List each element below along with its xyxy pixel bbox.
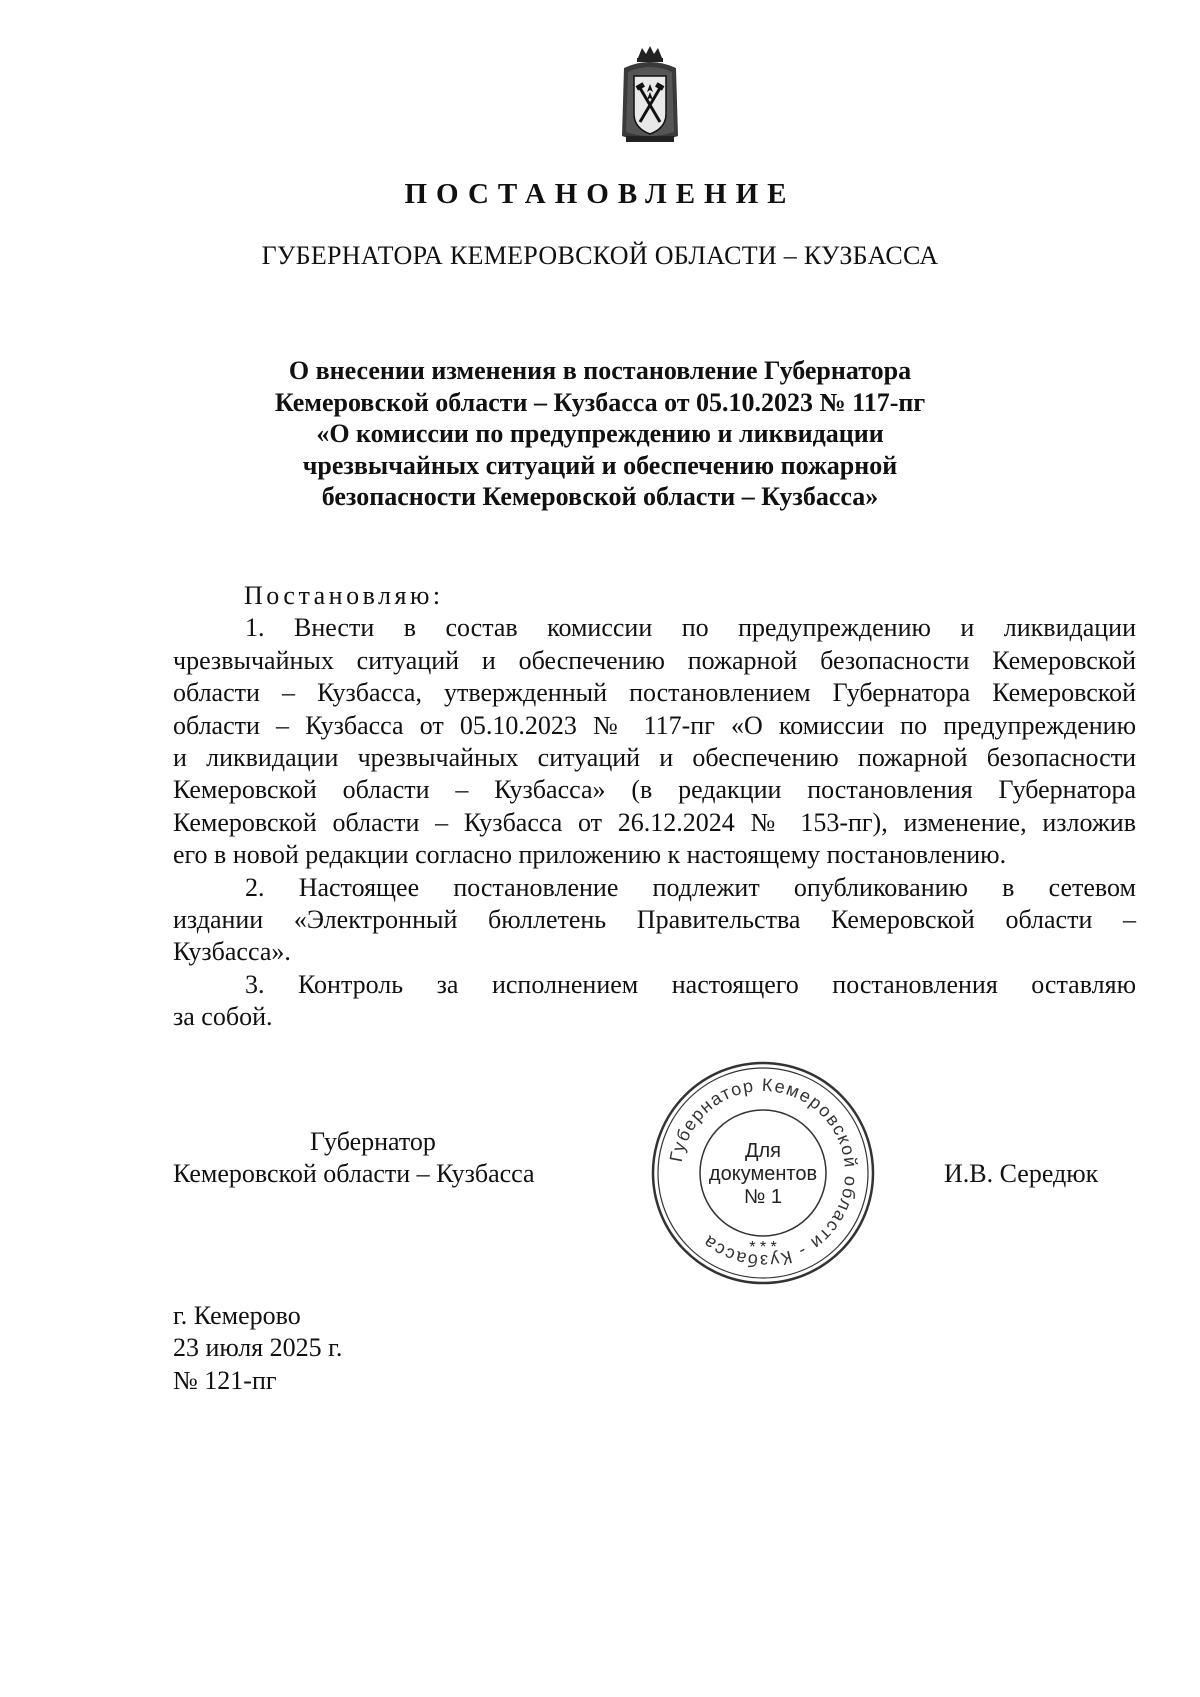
title-line: безопасности Кемеровской области – Кузбасса» xyxy=(321,482,879,511)
stamp-center-line: документов xyxy=(708,1163,818,1185)
document-place-date-number xyxy=(173,1300,342,1397)
document-body xyxy=(173,580,1136,1034)
stamp-center-line: Для xyxy=(744,1140,782,1162)
title-line: «О комиссии по предупреждению и ликвидации xyxy=(316,419,884,448)
stamp-center-line: № 1 xyxy=(743,1186,783,1208)
signatory-position-line: Кемеровской области – Кузбасса xyxy=(173,1159,535,1189)
paragraph-line: Кузбасса». xyxy=(173,937,291,967)
paragraph-1 xyxy=(173,612,1136,871)
issuer-heading: ГУБЕРНАТОРА КЕМЕРОВСКОЙ ОБЛАСТИ – КУЗБАССА xyxy=(261,241,939,270)
paragraph-line: 2. Настоящее постановление подлежит опубликованию в сетевом xyxy=(245,872,1136,902)
preamble: Постановляю: xyxy=(244,581,444,610)
paragraph-line: области – Кузбасса, утвержденный постановлением Губернатора Кемеровской xyxy=(173,678,1136,708)
signatory-position-line: Губернатор xyxy=(310,1127,436,1156)
paragraph-2 xyxy=(173,872,1136,969)
title-line: Кемеровской области – Кузбасса от 05.10.2023 № 117-пг xyxy=(274,387,926,417)
paragraph-line: 3. Контроль за исполнением настоящего постановления оставляю xyxy=(245,969,1136,999)
coat-of-arms-icon xyxy=(618,44,682,148)
stamp-stars: * * * xyxy=(749,1239,777,1256)
title-line: чрезвычайных ситуаций и обеспечению пожарной xyxy=(302,450,898,480)
title-line: О внесении изменения в постановление Губернатора xyxy=(288,356,912,385)
paragraph-line: чрезвычайных ситуаций и обеспечению пожарной безопасности Кемеровской xyxy=(173,645,1136,675)
stamp-ring-text: Губернатор Кемеровской области - Кузбасса xyxy=(665,1074,862,1272)
paragraph-line: Кемеровской области – Кузбасса» (в редакции постановления Губернатора xyxy=(173,775,1136,805)
paragraph-line: его в новой редакции согласно приложению к настоящему постановлению. xyxy=(173,840,1007,870)
paragraph-3 xyxy=(173,969,1136,1034)
paragraph-line: и ликвидации чрезвычайных ситуаций и обеспечению пожарной безопасности xyxy=(173,743,1136,773)
signatory-position xyxy=(173,1126,593,1191)
document-number: № 121-пг xyxy=(173,1365,277,1395)
signatory-name: И.В. Середюк xyxy=(944,1159,1099,1188)
paragraph-line: издании «Электронный бюллетень Правительства Кемеровской области – xyxy=(173,905,1136,935)
paragraph-line: области – Кузбасса от 05.10.2023 № 117-пг «О комиссии по предупреждению xyxy=(173,710,1136,740)
paragraph-line: 1. Внести в состав комиссии по предупреждению и ликвидации xyxy=(245,613,1136,643)
paragraph-line: за собой. xyxy=(173,1002,273,1032)
document-title xyxy=(150,355,1050,513)
document-city: г. Кемерово xyxy=(173,1301,301,1330)
official-stamp xyxy=(648,1058,878,1288)
document-type-heading: ПОСТАНОВЛЕНИЕ xyxy=(404,178,796,210)
document-date: 23 июля 2025 г. xyxy=(173,1333,343,1363)
paragraph-line: Кемеровской области – Кузбасса от 26.12.2024 № 153-пг), изменение, изложив xyxy=(173,807,1136,837)
